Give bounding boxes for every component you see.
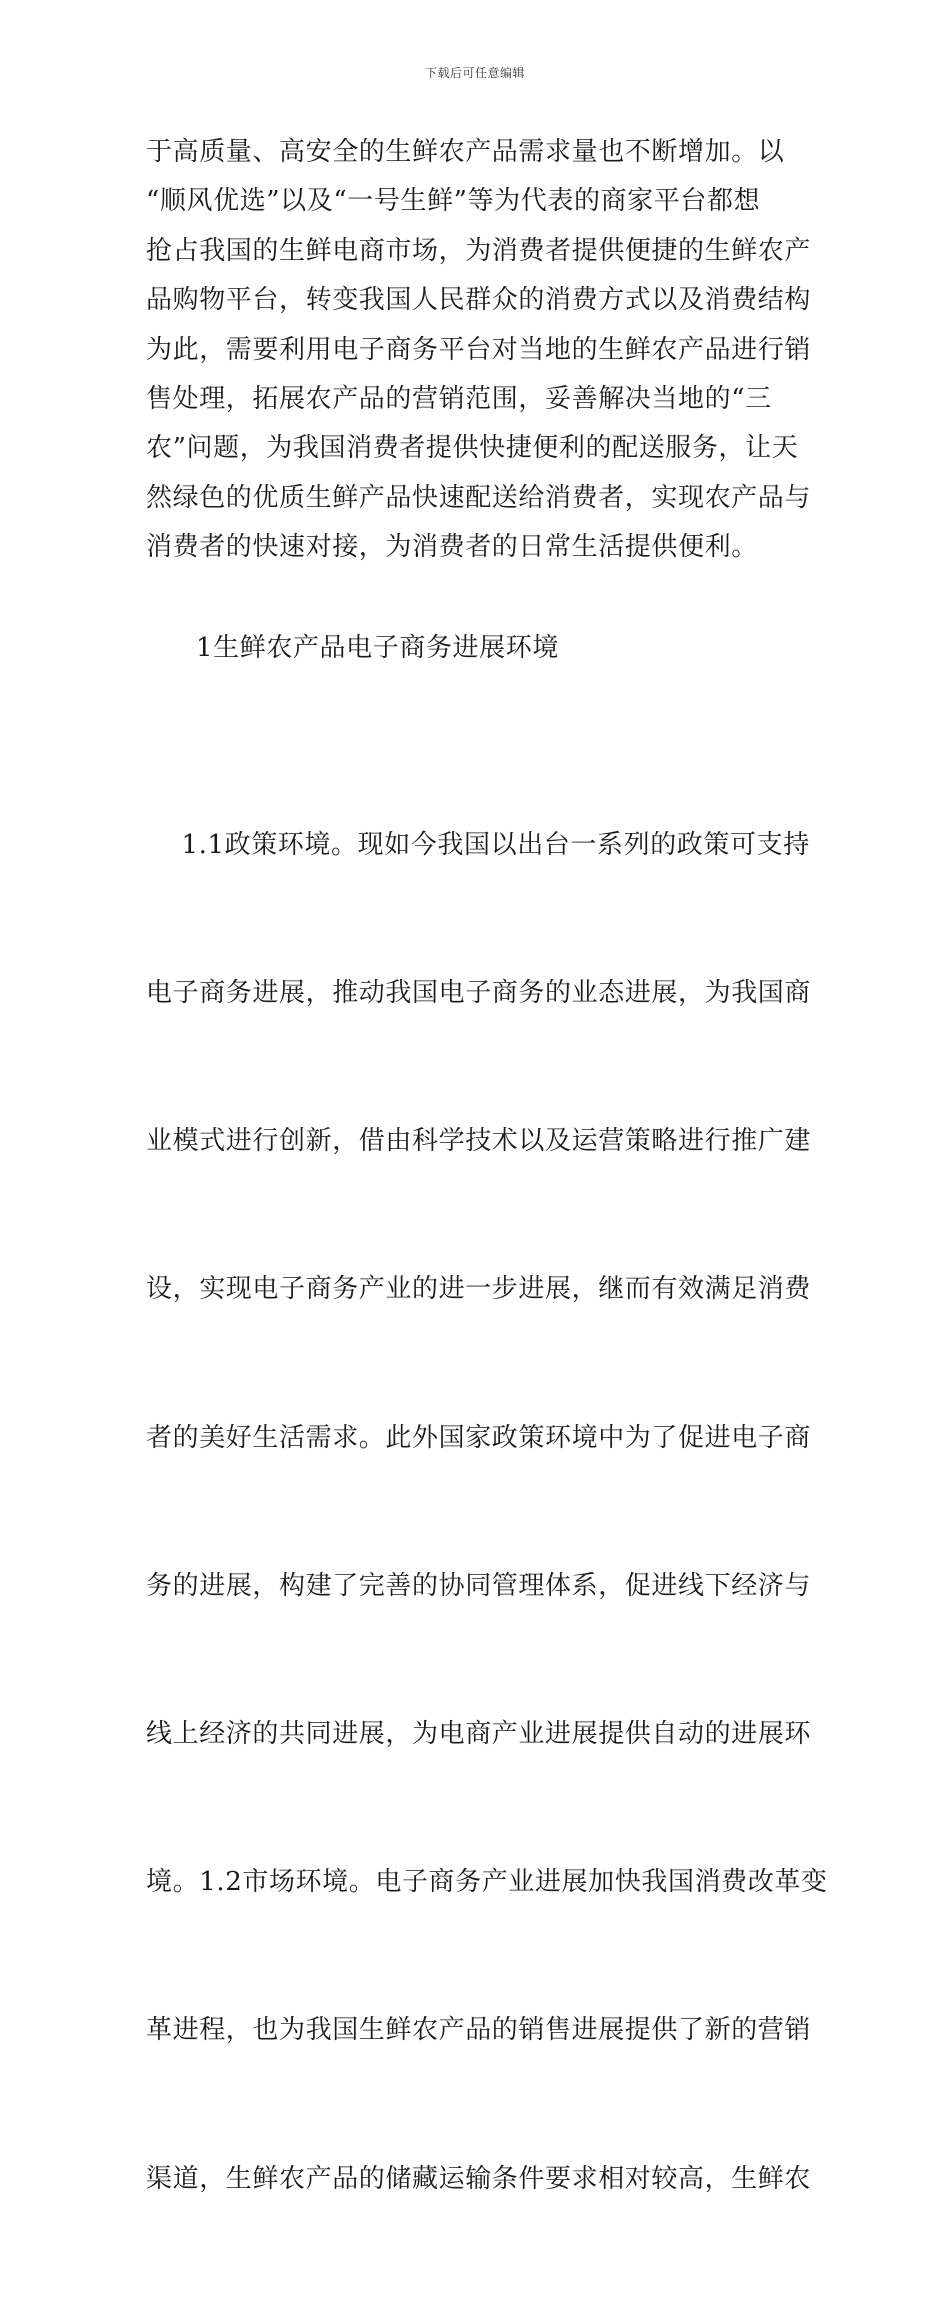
text-line: 抢占我国的生鲜电商市场，为消费者提供便捷的生鲜农产 — [146, 235, 812, 266]
text-line: 者的美好生活需求。此外国家政策环境中为了促进电子商 — [146, 1422, 812, 1453]
text-line: 然绿色的优质生鲜产品快速配送给消费者，实现农产品与 — [146, 482, 812, 513]
text-line: 农”问题，为我国消费者提供快捷便利的配送服务，让天 — [146, 433, 799, 464]
paragraph-intro — [146, 128, 826, 573]
text-line: 革进程，也为我国生鲜农产品的销售进展提供了新的营销 — [146, 2015, 812, 2046]
text-line: 设，实现电子商务产业的进一步进展，继而有效满足消费 — [146, 1274, 812, 1305]
text-line: 业模式进行创新，借由科学技术以及运营策略进行推广建 — [146, 1126, 812, 1157]
text-line: 线上经济的共同进展，为电商产业进展提供自动的进展环 — [146, 1719, 812, 1750]
text-line: 售处理，拓展农产品的营销范围，妥善解决当地的“三 — [146, 383, 772, 414]
text-line: 电子商务进展，推动我国电子商务的业态进展，为我国商 — [146, 978, 812, 1009]
text-line: 为此，需要利用电子商务平台对当地的生鲜农产品进行销 — [146, 334, 812, 365]
paragraph-environment — [146, 722, 826, 2303]
header-note: 下载后可任意编辑 — [424, 66, 525, 80]
text-line: “顺风优选”以及“一号生鲜”等为代表的商家平台都想 — [146, 186, 761, 217]
text-line: 境。1.2市场环境。电子商务产业进展加快我国消费改革变 — [146, 1867, 828, 1898]
text-line: 于高质量、高安全的生鲜农产品需求量也不断增加。以 — [146, 137, 785, 167]
section-heading: 1生鲜农产品电子商务进展环境 — [196, 633, 559, 663]
text-line: 渠道，生鲜农产品的储藏运输条件要求相对较高，生鲜农 — [146, 2163, 812, 2194]
text-line: 务的进展，构建了完善的协同管理体系，促进线下经济与 — [146, 1570, 812, 1601]
text-line: 1.1政策环境。现如今我国以出台一系列的政策可支持 — [146, 829, 810, 860]
text-line: 消费者的快速对接，为消费者的日常生活提供便利。 — [146, 532, 758, 563]
text-line: 品购物平台，转变我国人民群众的消费方式以及消费结构 — [146, 285, 812, 316]
